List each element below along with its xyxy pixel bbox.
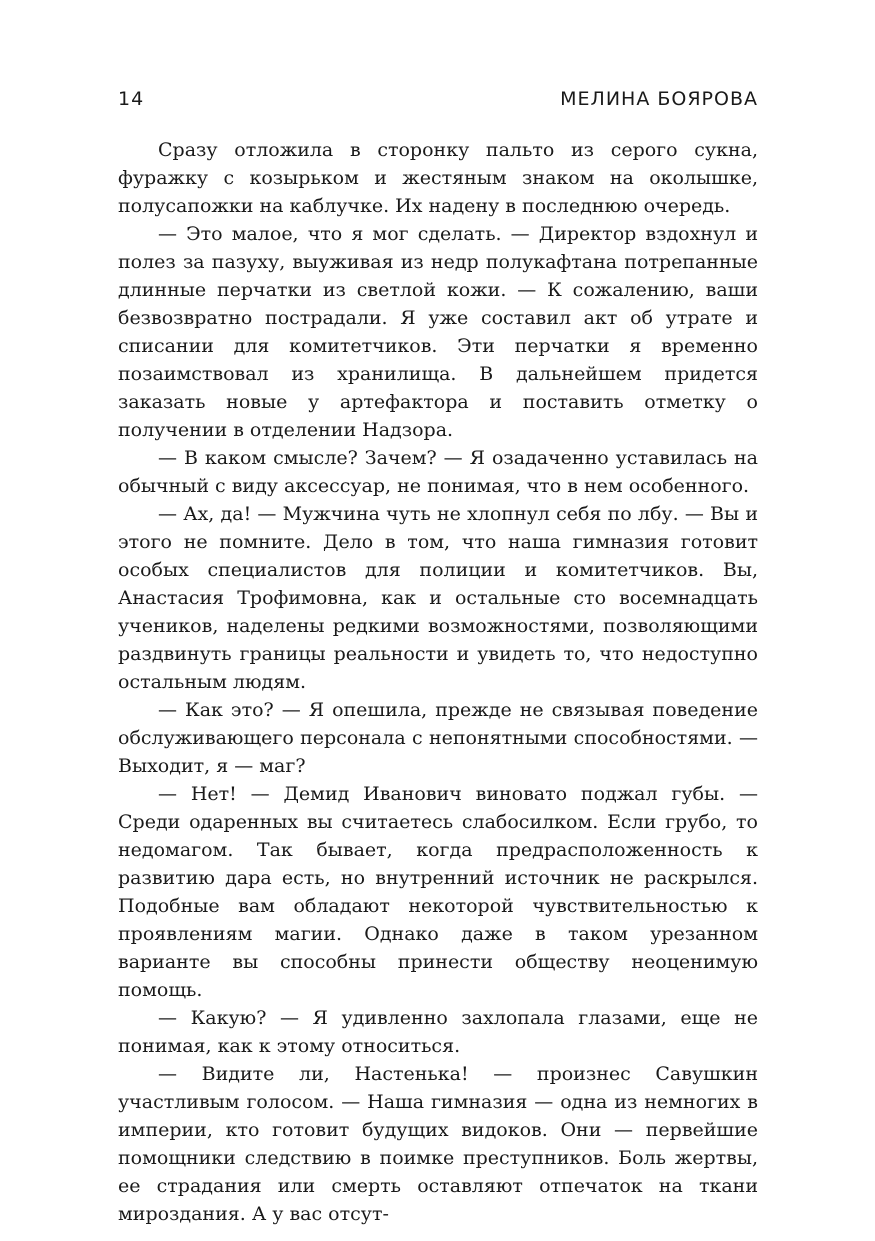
paragraph: — Нет! — Демид Иванович виновато поджал губы. — Среди одаренных вы считаетесь слабосилком. Если грубо, то недомагом. Так бывает, когда предрасположенность к развитию дара есть, но внутренний источник не раскрылся. Подобные вам обладают некоторой чувствительностью к проявлениям магии. Однако даже в таком урезанном варианте вы способны принести обществу неоценимую помощь.: [118, 783, 758, 1001]
paragraph: — В каком смысле? Зачем? — Я озадаченно уставилась на обычный с виду аксессуар, не понимая, что в нем особенного.: [118, 447, 758, 497]
running-head: [118, 88, 758, 118]
paragraph: — Видите ли, Настенька! — произнес Савушкин участливым голосом. — Наша гимназия — одна из немногих в империи, кто готовит будущих видоков. Они — первейшие помощники следствию в поимке преступников. Боль жертвы, ее страдания или смерть оставляют отпечаток на ткани мироздания. А у вас отсут-: [118, 1063, 758, 1225]
paragraph: — Какую? — Я удивленно захлопала глазами, еще не понимая, как к этому относиться.: [118, 1007, 758, 1057]
body-text: [118, 136, 758, 1228]
author-name: МЕЛИНА БОЯРОВА: [560, 88, 758, 110]
book-page: [118, 88, 758, 1228]
paragraph: — Это малое, что я мог сделать. — Директор вздохнул и полез за пазуху, выуживая из недр полукафтана потрепанные длинные перчатки из светлой кожи. — К сожалению, ваши безвозвратно пострадали. Я уже составил акт об утрате и списании для комитетчиков. Эти перчатки я временно позаимствовал из хранилища. В дальнейшем придется заказать новые у артефактора и поставить отметку о получении в отделении Надзора.: [118, 223, 758, 441]
paragraph: — Ах, да! — Мужчина чуть не хлопнул себя по лбу. — Вы и этого не помните. Дело в том, что наша гимназия готовит особых специалистов для полиции и комитетчиков. Вы, Анастасия Трофимовна, как и остальные сто восемнадцать учеников, наделены редкими возможностями, позволяющими раздвинуть границы реальности и увидеть то, что недоступно остальным людям.: [118, 503, 758, 693]
paragraph: — Как это? — Я опешила, прежде не связывая поведение обслуживающего персонала с непонятными способностями. — Выходит, я — маг?: [118, 699, 758, 777]
page-number: 14: [118, 88, 145, 110]
paragraph: Сразу отложила в сторонку пальто из серого сукна, фуражку с козырьком и жестяным знаком на околышке, полусапожки на каблучке. Их надену в последнюю очередь.: [118, 139, 758, 217]
